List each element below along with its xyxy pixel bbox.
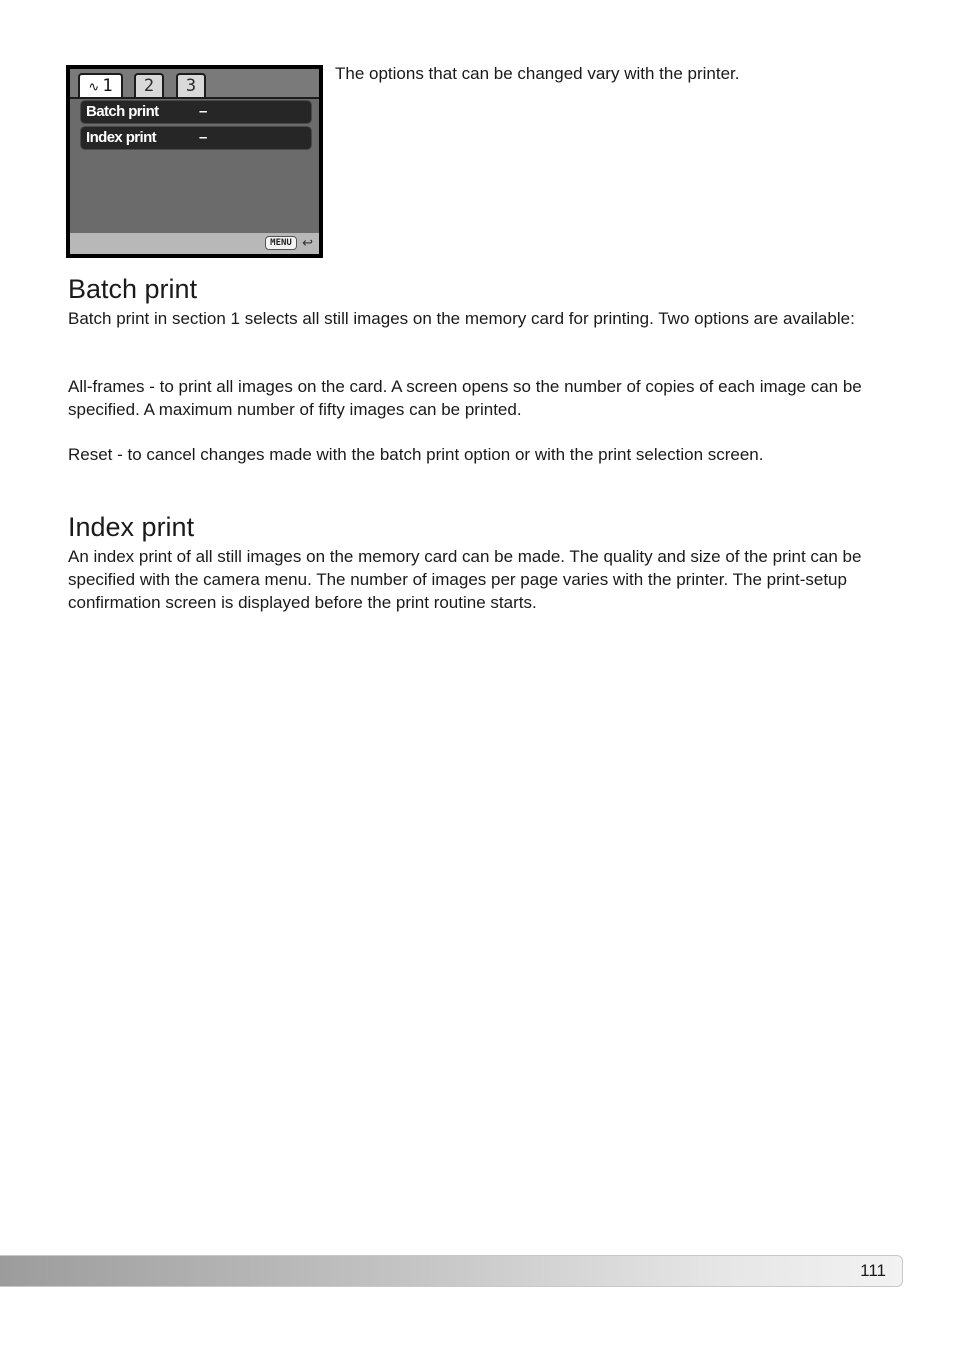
page-footer-bar xyxy=(0,1255,903,1287)
camera-menu-body xyxy=(70,69,319,254)
tab-2-label: 2 xyxy=(143,76,155,96)
menu-button[interactable]: MENU xyxy=(265,236,297,250)
batch-print-paragraph: Batch print in section 1 selects all still images on the memory card for printing. Two options are available: xyxy=(68,309,855,328)
tab-3[interactable] xyxy=(176,73,206,97)
tab-1-label: 1 xyxy=(102,76,113,96)
tab-2[interactable] xyxy=(134,73,164,97)
menu-item-label: Index print xyxy=(86,129,157,146)
printer-icon: ∿ xyxy=(88,80,100,95)
printer-options-note: The options that can be changed vary with the printer. xyxy=(335,64,740,83)
menu-item-value: – xyxy=(199,103,207,120)
menu-item-index-print[interactable] xyxy=(80,126,312,150)
reset-paragraph: Reset - to cancel changes made with the batch print option or with the print selection screen. xyxy=(68,445,764,464)
menu-item-batch-print[interactable] xyxy=(80,100,312,124)
page-number: 111 xyxy=(860,1261,886,1280)
return-arrow-icon: ↩ xyxy=(302,235,313,250)
index-print-paragraph: An index print of all still images on the memory card can be made. The quality and size of the print can be specified with the camera menu. The number of images per page varies with the printer. The print-setup confirmation screen is displayed before the print routine starts. xyxy=(68,547,862,612)
tab-1[interactable] xyxy=(78,73,123,97)
menu-footer xyxy=(70,233,319,254)
menu-item-value: – xyxy=(199,129,207,146)
tab-3-label: 3 xyxy=(185,76,197,96)
camera-menu-screen xyxy=(66,65,323,258)
all-frames-paragraph: All-frames - to print all images on the card. A screen opens so the number of copies of each image can be specified. A maximum number of fifty images can be printed. xyxy=(68,377,862,419)
menu-item-label: Batch print xyxy=(86,103,159,120)
menu-tab-bar xyxy=(70,69,319,99)
batch-print-heading: Batch print xyxy=(68,274,198,304)
index-print-heading: Index print xyxy=(68,512,195,542)
